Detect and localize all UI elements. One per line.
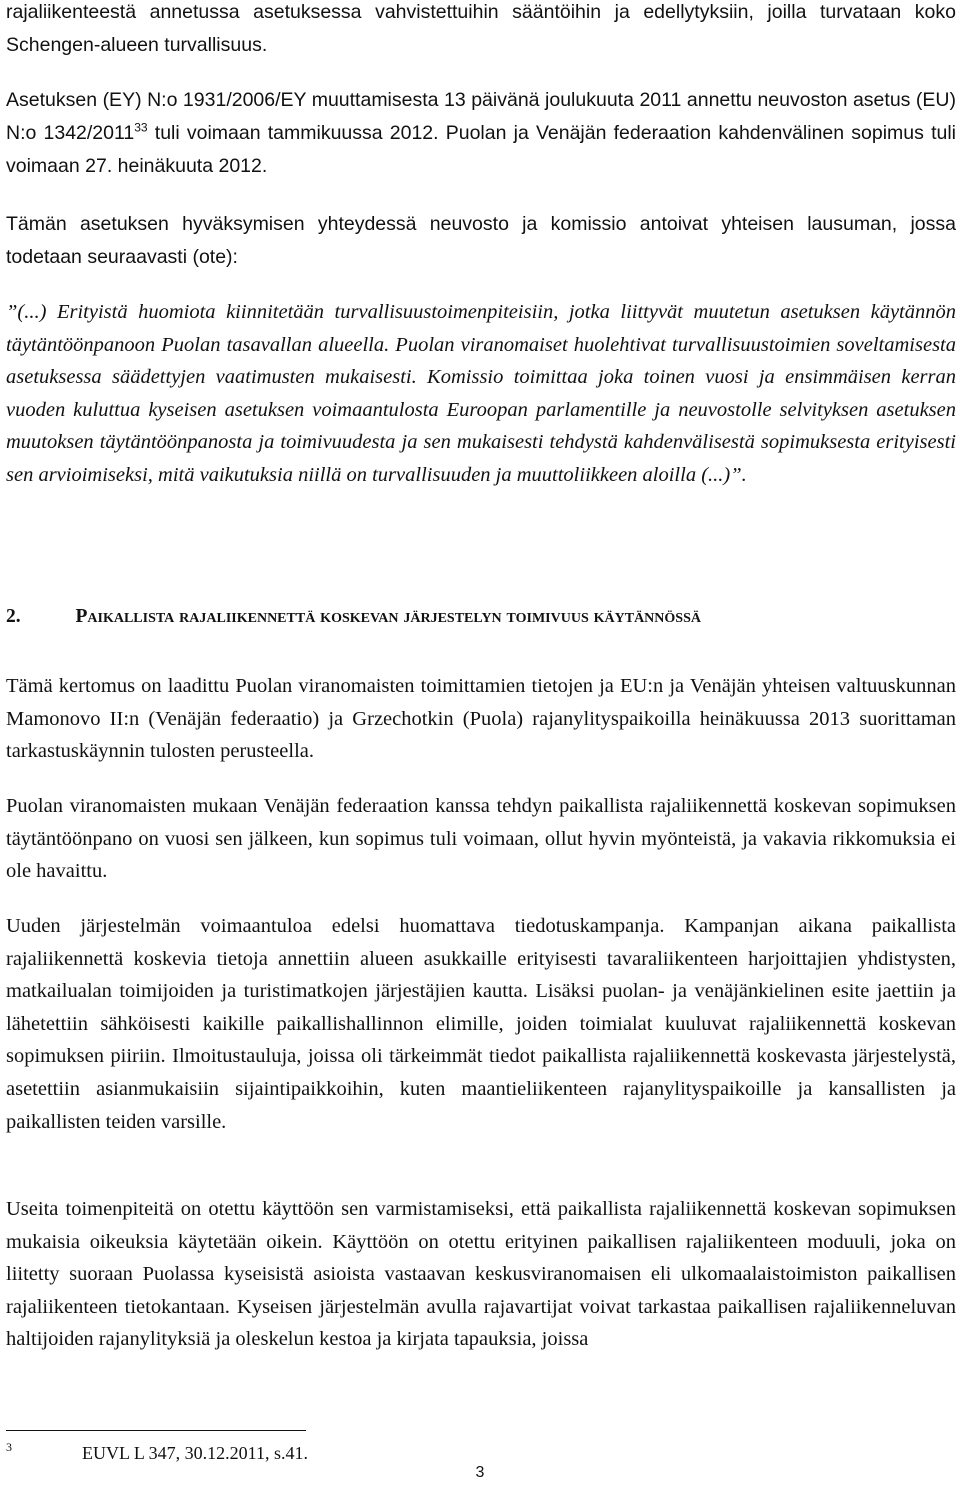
quoted-statement: ”(...) Erityistä huomiota kiinnitetään turvallisuustoimenpiteisiin, jotka liittyvät muutetun asetuksen käytännön täytäntöönpanoon Puolan tasavallan alueella. Puolan viranomaiset huolehtivat turvallisuustoimien soveltamisesta asetuksessa säädettyjen vaatimusten mukaisesti. Komissio toimittaa joka toinen vuosi ja ensimmäisen kerran vuoden kuluttua kyseisen asetuksen voimaantulosta Euroopan parlamentille ja neuvostolle selvityksen asetuksen muutoksen täytäntöönpanosta ja toimivuudesta ja sen mukaisesti tehdystä kahdenvälisestä sopimuksesta erityisesti sen arvioimiseksi, mitä vaikutuksia niillä on turvallisuuden ja muuttoliikkeen aloilla (...)”.: [6, 301, 956, 486]
paragraph-intro-tail: rajaliikenteestä annetussa asetuksessa vahvistettuihin sääntöihin ja edellytyksiin, joilla turvataan koko Schengen-alueen turvallisuus.: [6, 1, 956, 56]
paragraph-regulation-amendment: [6, 84, 956, 183]
amendment-text-end: tuli voimaan tammikuussa 2012. Puolan ja Venäjän federaation kahdenvälinen sopimus tuli voimaan 27. heinäkuuta 2012.: [6, 122, 956, 177]
section-number: 2.: [6, 606, 21, 627]
amendment-text-start: Asetuksen (EY) N:o 1931/2006/EY muuttamisesta 13 päivänä joulukuuta 2011 annettu neuvoston asetus (EU) N:o 1342/2011: [6, 89, 956, 144]
paragraph-information-campaign: Uuden järjestelmän voimaantuloa edelsi huomattava tiedotuskampanja. Kampanjan aikana paikallista rajaliikennettä koskevia tietoja annettiin alueen asukkaille erityisesti tavaraliikenteen harjoittajien yhdistysten, matkailualan toimijoiden ja turistimatkojen järjestäjien kautta. Lisäksi puolan- ja venäjänkielinen esite jaettiin ja lähetettiin sähköisesti kaikille paikallishallinnon elimille, joiden toimialat kuuluvat rajaliikennettä koskevan sopimuksen piiriin. Ilmoitustauluja, joissa oli tärkeimmät tiedot paikallista rajaliikennettä koskevasta järjestelystä, asetettiin asianmukaisiin sijaintipaikkoihin, kuten maantieliikenteen rajanylityspaikoille ja kansallisten ja paikallisten teiden varsille.: [6, 915, 956, 1133]
footnote-text: EUVL L 347, 30.12.2011, s.41.: [82, 1443, 308, 1463]
paragraph-report-basis: Tämä kertomus on laadittu Puolan viranomaisten toimittamien tietojen ja EU:n ja Venäjän yhteisen valtuuskunnan Mamonovo II:n (Venäjän federaatio) ja Grzechotkin (Puola) rajanylityspaikoilla heinäkuussa 2013 suorittaman tarkastuskäynnin tulosten perusteella.: [6, 675, 956, 763]
footnote-reference: 33: [134, 120, 148, 135]
footnote-divider: [6, 1430, 306, 1431]
paragraph-measures: Useita toimenpiteitä on otettu käyttöön sen varmistamiseksi, että paikallista rajaliikennettä koskevan sopimuksen mukaisia oikeuksia käytetään oikein. Käyttöön on otettu erityinen paikallisen rajaliikenteen moduuli, joka on liitetty suoraan Puolassa kyseisistä asioista vastaavan keskusviranomaisen eli ulkomaalaistoimiston paikallisen rajaliikenteen tietokantaan. Kyseisen järjestelmän avulla rajavartijat voivat tarkastaa paikallisen rajaliikenneluvan haltijoiden rajanylityksiä ja oleskelun kestoa ja kirjata tapauksia, joissa: [6, 1198, 956, 1351]
page-number: 3: [475, 1464, 485, 1481]
footnote-number: 3: [6, 1440, 12, 1454]
paragraph-joint-statement-intro: Tämän asetuksen hyväksymisen yhteydessä neuvosto ja komissio antoivat yhteisen lausuman, jossa todetaan seuraavasti (ote):: [6, 213, 956, 268]
paragraph-polish-authorities: Puolan viranomaisten mukaan Venäjän federaation kanssa tehdyn paikallista rajaliikennettä koskevan sopimuksen täytäntöönpano on vuosi sen jälkeen, kun sopimus tuli voimaan, ollut hyvin myönteistä, ja vakavia rikkomuksia ei ole havaittu.: [6, 795, 956, 883]
section-heading: [6, 602, 956, 632]
section-title: Paikallista rajaliikennettä koskevan järjestelyn toimivuus käytännössä: [75, 606, 701, 627]
